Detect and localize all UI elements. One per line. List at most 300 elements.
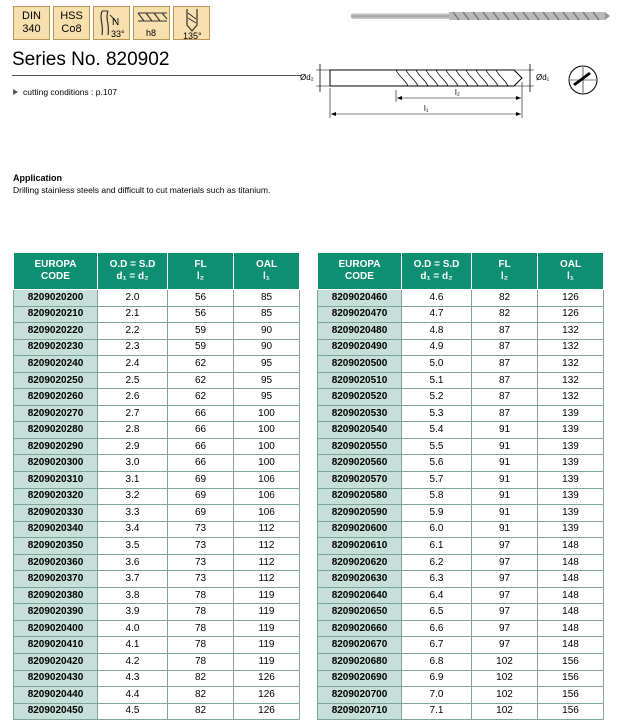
- code-cell: 8209020440: [14, 687, 98, 704]
- table-row: [318, 637, 604, 654]
- oal-cell: 132: [538, 356, 604, 373]
- od-cell: 5.8: [402, 488, 472, 505]
- oal-cell: 126: [538, 306, 604, 323]
- table-row: [318, 290, 604, 307]
- oal-cell: 139: [538, 438, 604, 455]
- drill-bit-photo: [349, 8, 611, 24]
- material-value: Co8: [61, 23, 82, 35]
- code-cell: 8209020400: [14, 620, 98, 637]
- od-cell: 3.8: [98, 587, 168, 604]
- fl-cell: 66: [168, 438, 234, 455]
- table-row: [14, 455, 300, 472]
- table-row: [318, 389, 604, 406]
- table-row: [318, 687, 604, 704]
- od-cell: 5.1: [402, 372, 472, 389]
- din-badge: [13, 6, 50, 40]
- table-row: [318, 306, 604, 323]
- od-cell: 5.4: [402, 422, 472, 439]
- od-cell: 4.3: [98, 670, 168, 687]
- oal-cell: 126: [234, 670, 300, 687]
- code-cell: 8209020560: [318, 455, 402, 472]
- oal-cell: 139: [538, 472, 604, 489]
- od-cell: 4.8: [402, 323, 472, 340]
- code-cell: 8209020450: [14, 703, 98, 720]
- fl-cell: 66: [168, 455, 234, 472]
- code-cell: 8209020280: [14, 422, 98, 439]
- oal-cell: 132: [538, 389, 604, 406]
- fl-cell: 87: [472, 323, 538, 340]
- l2-label: l₂: [455, 88, 460, 97]
- fl-cell: 82: [472, 290, 538, 307]
- fl-cell: 91: [472, 521, 538, 538]
- table-row: [318, 670, 604, 687]
- od-cell: 5.3: [402, 405, 472, 422]
- oal-cell: 126: [234, 703, 300, 720]
- od-cell: 5.5: [402, 438, 472, 455]
- spec-badges: [13, 6, 210, 40]
- od-cell: 6.9: [402, 670, 472, 687]
- code-cell: 8209020520: [318, 389, 402, 406]
- header-oal: OAL l₁: [538, 253, 604, 290]
- spec-table-left: [13, 252, 300, 720]
- table-row: [318, 620, 604, 637]
- fl-cell: 91: [472, 488, 538, 505]
- od-cell: 3.3: [98, 505, 168, 522]
- fl-cell: 102: [472, 654, 538, 671]
- fl-cell: 69: [168, 505, 234, 522]
- oal-cell: 112: [234, 538, 300, 555]
- od-cell: 2.8: [98, 422, 168, 439]
- code-cell: 8209020570: [318, 472, 402, 489]
- table-row: [318, 538, 604, 555]
- fl-cell: 97: [472, 554, 538, 571]
- table-row: [318, 339, 604, 356]
- oal-cell: 139: [538, 422, 604, 439]
- fl-cell: 78: [168, 587, 234, 604]
- fl-cell: 91: [472, 472, 538, 489]
- code-cell: 8209020410: [14, 637, 98, 654]
- header-oal: OAL l₁: [234, 253, 300, 290]
- oal-cell: 85: [234, 306, 300, 323]
- title-divider: [12, 75, 302, 76]
- od-cell: 2.7: [98, 405, 168, 422]
- oal-cell: 112: [234, 554, 300, 571]
- code-cell: 8209020470: [318, 306, 402, 323]
- oal-cell: 139: [538, 405, 604, 422]
- code-cell: 8209020290: [14, 438, 98, 455]
- od-cell: 2.3: [98, 339, 168, 356]
- code-cell: 8209020610: [318, 538, 402, 555]
- fl-cell: 87: [472, 339, 538, 356]
- application-text: Drilling stainless steels and difficult to cut materials such as titanium.: [13, 185, 271, 195]
- code-cell: 8209020430: [14, 670, 98, 687]
- oal-cell: 148: [538, 637, 604, 654]
- oal-cell: 132: [538, 339, 604, 356]
- oal-cell: 126: [538, 290, 604, 307]
- code-cell: 8209020670: [318, 637, 402, 654]
- code-cell: 8209020330: [14, 505, 98, 522]
- code-cell: 8209020340: [14, 521, 98, 538]
- od-cell: 2.6: [98, 389, 168, 406]
- code-cell: 8209020550: [318, 438, 402, 455]
- code-cell: 8209020240: [14, 356, 98, 373]
- fl-cell: 56: [168, 306, 234, 323]
- od-cell: 6.5: [402, 604, 472, 621]
- od-cell: 6.3: [402, 571, 472, 588]
- cutting-conditions-text: cutting conditions : p.107: [23, 87, 118, 97]
- fl-cell: 91: [472, 505, 538, 522]
- fl-cell: 87: [472, 405, 538, 422]
- od-cell: 5.7: [402, 472, 472, 489]
- oal-cell: 90: [234, 339, 300, 356]
- od-cell: 4.7: [402, 306, 472, 323]
- table-row: [14, 389, 300, 406]
- table-row: [14, 422, 300, 439]
- od-cell: 5.9: [402, 505, 472, 522]
- oal-cell: 148: [538, 554, 604, 571]
- header-code: EUROPA CODE: [14, 253, 98, 290]
- oal-cell: 119: [234, 587, 300, 604]
- oal-cell: 95: [234, 389, 300, 406]
- od-cell: 2.5: [98, 372, 168, 389]
- oal-cell: 148: [538, 620, 604, 637]
- code-cell: 8209020210: [14, 306, 98, 323]
- od-cell: 5.2: [402, 389, 472, 406]
- table-row: [14, 521, 300, 538]
- l1-label: l₁: [424, 104, 429, 113]
- oal-cell: 95: [234, 372, 300, 389]
- din-label: DIN: [22, 10, 41, 22]
- code-cell: 8209020490: [318, 339, 402, 356]
- table-row: [14, 604, 300, 621]
- fl-cell: 62: [168, 356, 234, 373]
- od-cell: 2.2: [98, 323, 168, 340]
- application-title: Application: [13, 173, 62, 183]
- oal-cell: 148: [538, 604, 604, 621]
- table-row: [14, 654, 300, 671]
- oal-cell: 148: [538, 538, 604, 555]
- od-cell: 5.0: [402, 356, 472, 373]
- fl-cell: 82: [472, 306, 538, 323]
- oal-cell: 112: [234, 571, 300, 588]
- code-cell: 8209020300: [14, 455, 98, 472]
- table-row: [318, 587, 604, 604]
- od-cell: 6.1: [402, 538, 472, 555]
- code-cell: 8209020630: [318, 571, 402, 588]
- code-cell: 8209020580: [318, 488, 402, 505]
- header-fl: FL l₂: [472, 253, 538, 290]
- code-cell: 8209020420: [14, 654, 98, 671]
- oal-cell: 126: [234, 687, 300, 704]
- table-row: [318, 488, 604, 505]
- code-cell: 8209020320: [14, 488, 98, 505]
- od-cell: 3.2: [98, 488, 168, 505]
- code-cell: 8209020220: [14, 323, 98, 340]
- fl-cell: 73: [168, 571, 234, 588]
- oal-cell: 100: [234, 405, 300, 422]
- code-cell: 8209020540: [318, 422, 402, 439]
- code-cell: 8209020700: [318, 687, 402, 704]
- fl-cell: 69: [168, 488, 234, 505]
- code-cell: 8209020620: [318, 554, 402, 571]
- od-cell: 4.1: [98, 637, 168, 654]
- header-od: O.D = S.D d₁ = d₂: [402, 253, 472, 290]
- table-row: [14, 554, 300, 571]
- table-row: [14, 438, 300, 455]
- code-cell: 8209020590: [318, 505, 402, 522]
- fl-cell: 91: [472, 438, 538, 455]
- code-cell: 8209020200: [14, 290, 98, 307]
- spec-table-right: [317, 252, 604, 720]
- fl-cell: 73: [168, 521, 234, 538]
- od-cell: 5.6: [402, 455, 472, 472]
- fl-cell: 82: [168, 703, 234, 720]
- table-row: [14, 372, 300, 389]
- material-label: HSS: [60, 10, 83, 22]
- table-row: [318, 372, 604, 389]
- fl-cell: 78: [168, 620, 234, 637]
- fl-cell: 97: [472, 571, 538, 588]
- point-angle-value: 135°: [183, 31, 202, 41]
- oal-cell: 156: [538, 687, 604, 704]
- fl-cell: 69: [168, 472, 234, 489]
- code-cell: 8209020230: [14, 339, 98, 356]
- oal-cell: 100: [234, 438, 300, 455]
- fl-cell: 87: [472, 372, 538, 389]
- table-row: [14, 405, 300, 422]
- code-cell: 8209020710: [318, 703, 402, 720]
- od2-label: Ød₂: [300, 73, 314, 82]
- table-row: [14, 620, 300, 637]
- code-cell: 8209020690: [318, 670, 402, 687]
- oal-cell: 148: [538, 571, 604, 588]
- oal-cell: 119: [234, 637, 300, 654]
- fl-cell: 87: [472, 356, 538, 373]
- code-cell: 8209020310: [14, 472, 98, 489]
- oal-cell: 156: [538, 654, 604, 671]
- oal-cell: 106: [234, 472, 300, 489]
- table-row: [14, 587, 300, 604]
- point-angle-badge: [173, 6, 210, 40]
- code-cell: 8209020250: [14, 372, 98, 389]
- fl-cell: 102: [472, 703, 538, 720]
- code-cell: 8209020260: [14, 389, 98, 406]
- code-cell: 8209020390: [14, 604, 98, 621]
- table-row: [318, 438, 604, 455]
- od-cell: 6.7: [402, 637, 472, 654]
- code-cell: 8209020650: [318, 604, 402, 621]
- od-cell: 3.6: [98, 554, 168, 571]
- oal-cell: 139: [538, 521, 604, 538]
- table-row: [318, 472, 604, 489]
- od-cell: 3.7: [98, 571, 168, 588]
- fl-cell: 97: [472, 637, 538, 654]
- od1-label: Ød₁: [536, 73, 550, 82]
- od-cell: 3.4: [98, 521, 168, 538]
- oal-cell: 148: [538, 587, 604, 604]
- code-cell: 8209020460: [318, 290, 402, 307]
- oal-cell: 156: [538, 670, 604, 687]
- fl-cell: 82: [168, 687, 234, 704]
- od-cell: 6.2: [402, 554, 472, 571]
- oal-cell: 90: [234, 323, 300, 340]
- fl-cell: 66: [168, 405, 234, 422]
- oal-cell: 139: [538, 488, 604, 505]
- table-row: [14, 571, 300, 588]
- table-row: [318, 521, 604, 538]
- oal-cell: 132: [538, 372, 604, 389]
- fl-cell: 102: [472, 670, 538, 687]
- od-cell: 7.1: [402, 703, 472, 720]
- header-od: O.D = S.D d₁ = d₂: [98, 253, 168, 290]
- cross-section-icon: [569, 66, 597, 94]
- table-row: [14, 703, 300, 720]
- table-row: [318, 405, 604, 422]
- oal-cell: 112: [234, 521, 300, 538]
- fl-cell: 97: [472, 587, 538, 604]
- oal-cell: 119: [234, 604, 300, 621]
- od-cell: 6.0: [402, 521, 472, 538]
- od-cell: 2.0: [98, 290, 168, 307]
- table-row: [318, 422, 604, 439]
- helix-badge: [93, 6, 130, 40]
- od-cell: 2.9: [98, 438, 168, 455]
- fl-cell: 91: [472, 422, 538, 439]
- table-row: [14, 306, 300, 323]
- material-badge: [53, 6, 90, 40]
- fl-cell: 78: [168, 654, 234, 671]
- od-cell: 3.9: [98, 604, 168, 621]
- od-cell: 3.5: [98, 538, 168, 555]
- code-cell: 8209020500: [318, 356, 402, 373]
- table-row: [14, 339, 300, 356]
- od-cell: 2.1: [98, 306, 168, 323]
- oal-cell: 156: [538, 703, 604, 720]
- table-row: [318, 455, 604, 472]
- od-cell: 4.0: [98, 620, 168, 637]
- drill-dimension-drawing: [300, 52, 612, 120]
- fl-cell: 66: [168, 422, 234, 439]
- oal-cell: 106: [234, 505, 300, 522]
- table-row: [14, 356, 300, 373]
- code-cell: 8209020370: [14, 571, 98, 588]
- od-cell: 6.8: [402, 654, 472, 671]
- fl-cell: 91: [472, 455, 538, 472]
- code-cell: 8209020270: [14, 405, 98, 422]
- code-cell: 8209020350: [14, 538, 98, 555]
- od-cell: 4.6: [402, 290, 472, 307]
- header-fl: FL l₂: [168, 253, 234, 290]
- fl-cell: 73: [168, 554, 234, 571]
- table-header-row: [318, 253, 604, 290]
- od-cell: 6.6: [402, 620, 472, 637]
- table-row: [318, 323, 604, 340]
- fl-cell: 78: [168, 637, 234, 654]
- code-cell: 8209020660: [318, 620, 402, 637]
- table-row: [318, 554, 604, 571]
- table-row: [14, 637, 300, 654]
- od-cell: 2.4: [98, 356, 168, 373]
- code-cell: 8209020480: [318, 323, 402, 340]
- tolerance-badge: [133, 6, 170, 40]
- code-cell: 8209020380: [14, 587, 98, 604]
- table-row: [14, 323, 300, 340]
- table-row: [318, 356, 604, 373]
- code-cell: 8209020640: [318, 587, 402, 604]
- table-row: [14, 488, 300, 505]
- fl-cell: 82: [168, 670, 234, 687]
- oal-cell: 100: [234, 422, 300, 439]
- od-cell: 3.0: [98, 455, 168, 472]
- cutting-conditions-link[interactable]: [13, 87, 117, 97]
- series-title: Series No. 820902: [12, 49, 170, 70]
- oal-cell: 85: [234, 290, 300, 307]
- oal-cell: 106: [234, 488, 300, 505]
- fl-cell: 59: [168, 339, 234, 356]
- header-code: EUROPA CODE: [318, 253, 402, 290]
- helix-angle: 33°: [111, 29, 125, 39]
- fl-cell: 97: [472, 538, 538, 555]
- play-arrow-icon: [13, 89, 18, 95]
- fl-cell: 87: [472, 389, 538, 406]
- od-cell: 4.9: [402, 339, 472, 356]
- table-row: [14, 670, 300, 687]
- table-header-row: [14, 253, 300, 290]
- oal-cell: 95: [234, 356, 300, 373]
- table-row: [318, 571, 604, 588]
- table-row: [318, 604, 604, 621]
- code-cell: 8209020600: [318, 521, 402, 538]
- fl-cell: 78: [168, 604, 234, 621]
- oal-cell: 139: [538, 505, 604, 522]
- table-row: [318, 703, 604, 720]
- helix-type: N: [112, 17, 120, 28]
- table-row: [14, 290, 300, 307]
- oal-cell: 132: [538, 323, 604, 340]
- fl-cell: 62: [168, 389, 234, 406]
- table-row: [14, 472, 300, 489]
- fl-cell: 73: [168, 538, 234, 555]
- od-cell: 4.5: [98, 703, 168, 720]
- table-row: [14, 505, 300, 522]
- fl-cell: 97: [472, 604, 538, 621]
- oal-cell: 119: [234, 620, 300, 637]
- fl-cell: 62: [168, 372, 234, 389]
- table-row: [318, 654, 604, 671]
- table-row: [14, 687, 300, 704]
- od-cell: 4.4: [98, 687, 168, 704]
- code-cell: 8209020360: [14, 554, 98, 571]
- oal-cell: 119: [234, 654, 300, 671]
- table-row: [14, 538, 300, 555]
- code-cell: 8209020510: [318, 372, 402, 389]
- oal-cell: 100: [234, 455, 300, 472]
- fl-cell: 56: [168, 290, 234, 307]
- od-cell: 4.2: [98, 654, 168, 671]
- code-cell: 8209020680: [318, 654, 402, 671]
- fl-cell: 59: [168, 323, 234, 340]
- fl-cell: 102: [472, 687, 538, 704]
- din-value: 340: [22, 23, 41, 35]
- od-cell: 3.1: [98, 472, 168, 489]
- oal-cell: 139: [538, 455, 604, 472]
- table-row: [318, 505, 604, 522]
- od-cell: 6.4: [402, 587, 472, 604]
- od-cell: 7.0: [402, 687, 472, 704]
- code-cell: 8209020530: [318, 405, 402, 422]
- fl-cell: 97: [472, 620, 538, 637]
- tolerance-value: h8: [146, 28, 157, 38]
